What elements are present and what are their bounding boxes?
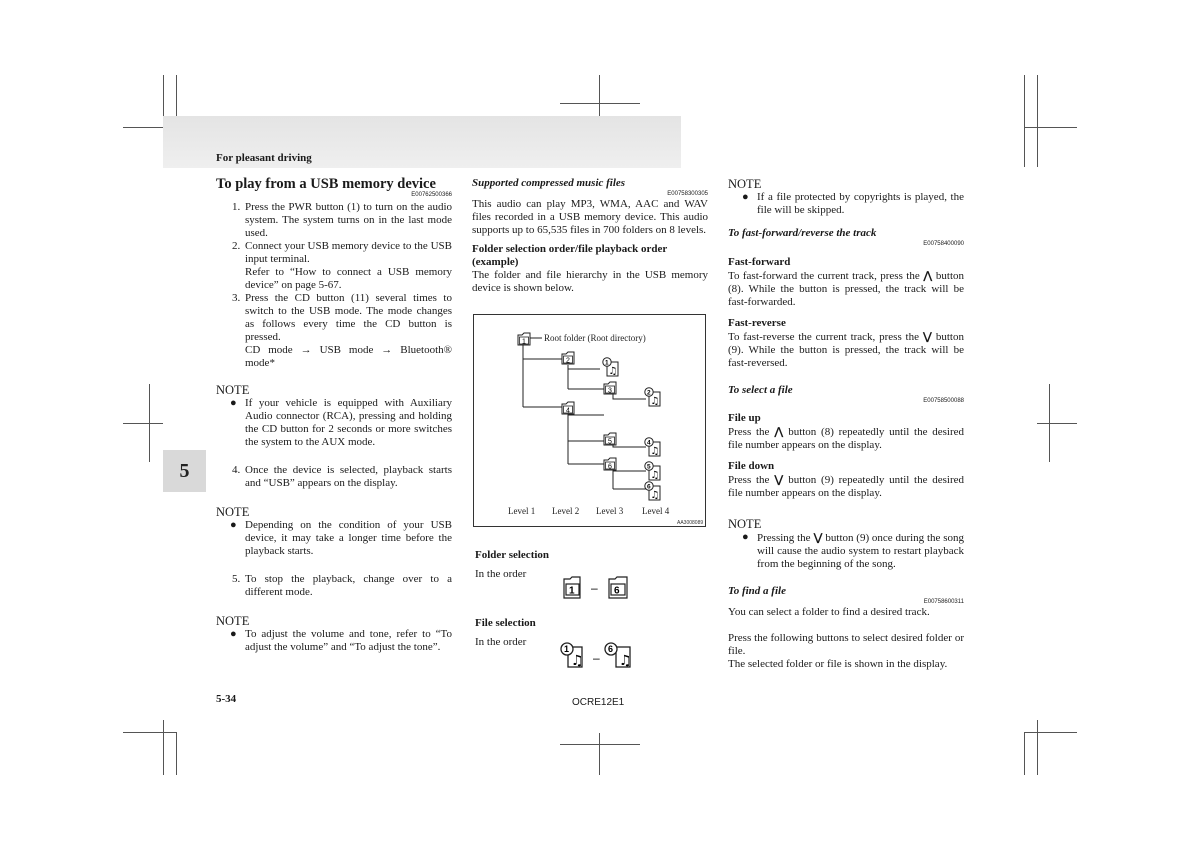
music-file-icon — [645, 482, 660, 501]
crop-mark — [599, 733, 600, 775]
order-from: 1 — [564, 644, 570, 654]
music-note-icon: ♫ — [650, 446, 660, 457]
note-item — [216, 519, 452, 558]
chapter-tab: 5 — [163, 450, 206, 492]
list-item — [216, 573, 452, 599]
music-file-icon — [645, 462, 660, 481]
document-id: OCRE12E1 — [572, 697, 625, 708]
crop-mark — [123, 423, 163, 424]
note-text: Depending on the condition of your USB device, it may take a longer time before the playback starts. — [245, 519, 452, 557]
root-folder-label: Root folder (Root directory) — [544, 333, 646, 343]
music-note-icon: ♫ — [650, 470, 660, 481]
ref-code: E00758300305 — [667, 191, 708, 197]
up-arrow-icon: ⋀ — [923, 269, 933, 282]
subheading: Folder selection order/file playback order (example) — [472, 243, 668, 268]
level-label: Level 1 — [508, 506, 536, 516]
note-text: Pressing the — [757, 532, 811, 544]
crop-mark — [1024, 127, 1077, 128]
step-number: 2. — [232, 240, 241, 252]
music-note-icon: ♫ — [619, 653, 632, 669]
note-item — [216, 397, 452, 449]
paragraph: The selected folder or file is shown in the display. — [728, 658, 948, 670]
file-order-graphic — [560, 641, 640, 673]
crop-mark — [176, 732, 177, 775]
file-selection-title: File selection — [475, 617, 536, 629]
crop-mark — [123, 732, 176, 733]
music-file-icon — [645, 438, 660, 457]
music-note-icon: ♫ — [650, 396, 660, 407]
folder-hierarchy-diagram — [473, 314, 706, 527]
crop-mark — [1049, 384, 1050, 462]
list-item — [232, 292, 452, 370]
section-title: For pleasant driving — [216, 152, 312, 164]
step-text: Press the CD button (11) several times to switch to the USB mode. The mode changes as follows every time the CD button is pressed. — [245, 292, 452, 343]
step-text: Press the PWR button (1) to turn on the audio system. The system turns on in the last mode used. — [245, 201, 452, 239]
music-note-icon: ♫ — [571, 653, 584, 669]
step-text: To stop the playback, change over to a different mode. — [245, 573, 452, 598]
folder-number: 6 — [608, 463, 612, 471]
note-item — [728, 531, 964, 571]
step-number: 1. — [232, 201, 241, 213]
order-from: 1 — [569, 585, 575, 597]
file-number: 1 — [605, 359, 609, 367]
note-item — [728, 191, 964, 217]
fast-forward-title: Fast-forward — [728, 256, 791, 268]
crop-mark — [560, 744, 640, 745]
note-label: NOTE — [728, 177, 762, 191]
paragraph: The folder and file hierarchy in the USB memory device is shown below. — [472, 269, 708, 294]
folder-number: 4 — [566, 407, 570, 415]
folder-icon — [562, 352, 574, 364]
note-label: NOTE — [728, 517, 762, 531]
crop-mark — [1037, 423, 1077, 424]
page-heading: To play from a USB memory device — [216, 176, 436, 192]
order-to: 6 — [608, 644, 614, 654]
file-number: 4 — [647, 439, 651, 447]
down-arrow-icon: ⋁ — [774, 473, 784, 486]
crop-mark — [1024, 732, 1025, 775]
subheading: To find a file — [728, 585, 786, 597]
left-column — [216, 176, 452, 654]
crop-mark — [149, 384, 150, 462]
paragraph: To fast-forward the current track, press the — [728, 270, 920, 282]
paragraph: This audio can play MP3, WMA, AAC and WAV files recorded in a USB memory device. This audio supports up to 65,535 files in 700 folders on 8 levels. — [472, 198, 708, 236]
middle-column — [472, 177, 708, 295]
file-number: 2 — [647, 389, 651, 397]
file-down-title: File down — [728, 460, 775, 472]
paragraph: You can select a folder to find a desired track. — [728, 606, 930, 618]
folder-number: 1 — [522, 338, 526, 346]
crop-mark — [1024, 75, 1025, 167]
subheading: Supported compressed music files — [472, 177, 626, 189]
crop-mark — [560, 103, 640, 104]
tree-svg — [474, 315, 707, 528]
level-label: Level 4 — [642, 506, 670, 516]
list-item — [216, 464, 452, 490]
note-text: If a file protected by copyrights is played, the file will be skipped. — [757, 191, 964, 216]
folder-icon — [604, 458, 616, 470]
folder-order-graphic — [560, 574, 640, 604]
paragraph: button (9). While the button is pressed, the track will be fast-reversed. — [728, 331, 964, 369]
music-note-icon: ♫ — [608, 366, 618, 377]
down-arrow-icon: ⋁ — [813, 531, 823, 544]
bullet-icon: ● — [742, 191, 749, 203]
note-text: To adjust the volume and tone, refer to “To adjust the volume” and “To adjust the tone”. — [245, 628, 452, 653]
right-column — [728, 177, 964, 671]
folder-number: 3 — [608, 387, 612, 395]
folder-icon — [518, 333, 530, 345]
note-item — [216, 628, 452, 654]
paragraph: button (8) repeatedly until the desired file number appears on the display. — [728, 426, 965, 451]
music-note-icon: ♫ — [650, 490, 660, 501]
crop-mark — [1037, 720, 1038, 775]
step-text: Connect your USB memory device to the USB input terminal. — [245, 240, 452, 265]
file-selection-text: In the order — [475, 636, 527, 648]
step-text: Once the device is selected, playback starts and “USB” appears on the display. — [245, 464, 452, 489]
level-label: Level 2 — [552, 506, 580, 516]
paragraph: To fast-reverse the current track, press the — [728, 331, 919, 343]
order-dash: – — [591, 581, 598, 595]
folder-number: 5 — [608, 438, 612, 446]
step-number: 3. — [232, 292, 241, 304]
order-to: 6 — [614, 585, 620, 597]
step-reference: Refer to “How to connect a USB memory device” on page 5-67. — [245, 266, 452, 291]
fast-reverse-title: Fast-reverse — [728, 317, 786, 329]
note-label: NOTE — [216, 383, 250, 397]
crop-mark — [163, 720, 164, 775]
paragraph: button (9) repeatedly until the desired file number appears on the display. — [728, 474, 965, 499]
crop-mark — [1024, 732, 1077, 733]
bullet-icon: ● — [742, 531, 749, 543]
ref-code: E00758400090 — [923, 241, 964, 247]
note-text: If your vehicle is equipped with Auxiliary Audio connector (RCA), pressing and holding the CD button for 2 seconds or more switches the system to the AUX mode. — [245, 397, 452, 448]
diagram-code: AA3008089 — [677, 520, 704, 526]
paragraph: Press the — [728, 426, 770, 438]
folder-icon — [562, 402, 574, 414]
step-number: 5. — [232, 573, 241, 585]
note-text: button (9) once during the song will cause the audio system to restart playback from the beginning of the song. — [757, 532, 964, 570]
ref-code: E00762500366 — [411, 192, 452, 198]
order-dash: – — [593, 651, 600, 665]
paragraph: button (8). While the button is pressed, the track will be fast-forwarded. — [728, 270, 965, 308]
bullet-icon: ● — [230, 397, 237, 409]
crop-mark — [1037, 75, 1038, 167]
page-number: 5-34 — [216, 693, 237, 705]
music-file-icon — [645, 388, 660, 407]
file-number: 6 — [647, 483, 651, 491]
paragraph: Press the following buttons to select desired folder or file. — [728, 632, 964, 657]
step-number: 4. — [232, 464, 241, 476]
subheading: To select a file — [728, 384, 793, 396]
folder-icon — [604, 433, 616, 445]
mode-sequence: CD mode → USB mode → Bluetooth® mode* — [245, 344, 452, 369]
folder-selection-text: In the order — [475, 568, 527, 580]
down-arrow-icon: ⋁ — [922, 330, 933, 343]
folder-icon — [604, 382, 616, 394]
bullet-icon: ● — [230, 519, 237, 531]
list-item — [232, 240, 452, 292]
subheading: To fast-forward/reverse the track — [728, 227, 877, 239]
note-label: NOTE — [216, 505, 250, 519]
ref-code: E00758500088 — [923, 398, 964, 404]
file-up-title: File up — [728, 412, 761, 424]
music-file-icon — [603, 358, 618, 377]
level-label: Level 3 — [596, 506, 624, 516]
bullet-icon: ● — [230, 628, 237, 640]
note-label: NOTE — [216, 614, 250, 628]
up-arrow-icon: ⋀ — [774, 425, 784, 438]
folder-number: 2 — [566, 357, 570, 365]
list-item — [232, 201, 452, 240]
ref-code: E00758600311 — [923, 599, 964, 605]
folder-selection-title: Folder selection — [475, 549, 550, 561]
paragraph: Press the — [728, 474, 770, 486]
file-number: 5 — [647, 463, 651, 471]
